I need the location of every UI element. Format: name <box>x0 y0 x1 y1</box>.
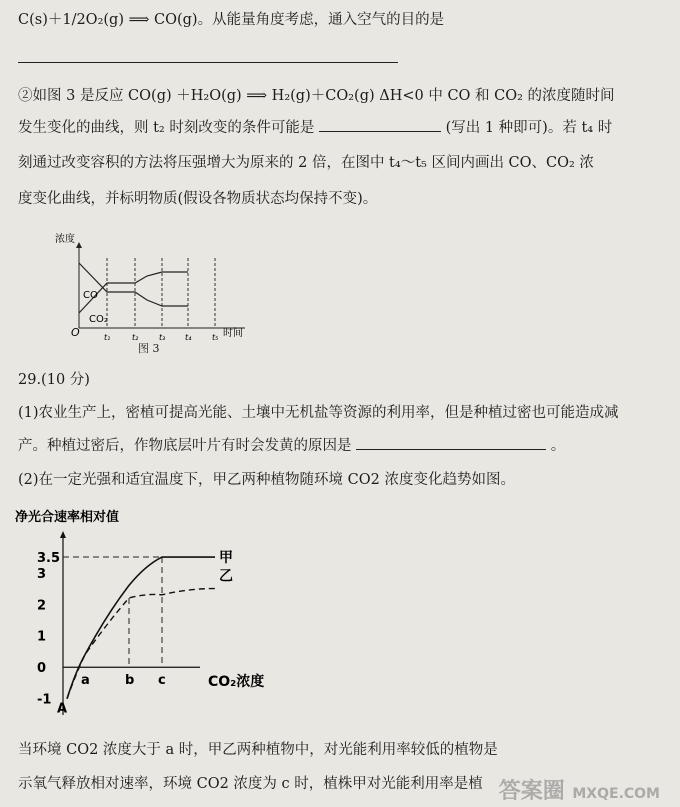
q28-line-6: 度变化曲线，并标明物质(假设各物质状态均保持不变)。 <box>18 191 378 207</box>
fig3-ylabel: 浓度 <box>55 234 75 245</box>
answer-blank-line <box>18 62 398 63</box>
q29-p2: (2)在一定光强和适宜温度下，甲乙两种植物随环境 CO2 浓度变化趋势如图。 <box>18 472 515 488</box>
y-tick-label: -1 <box>37 692 52 708</box>
fig3-caption: 图 3 <box>138 342 160 355</box>
y-tick-label: 1 <box>37 629 47 645</box>
q28-line-3: ②如图 3 是反应 CO(g) ＋H₂O(g) ⟹ H₂(g)＋CO₂(g) ΔH<0 中 CO 和 CO₂ 的浓度随时间 <box>18 88 615 104</box>
q28-line-1: C(s)＋1/2O₂(g) ⟹ CO(g)。从能量角度考虑，通入空气的目的是 <box>18 12 445 28</box>
fig3-origin: O <box>71 326 80 339</box>
fig3-tick-t4: t₄ <box>185 333 192 342</box>
y-tick-label: 3 <box>37 566 47 582</box>
q28-line-4 <box>18 116 612 137</box>
watermark-logo: 答案圈 MXQE.COM <box>498 779 660 804</box>
fig3-tick-t1: t₁ <box>104 333 111 342</box>
q28-line-4-tail: (写出 1 种即可)。若 t₄ 时 <box>445 120 613 136</box>
y-tick-label: 3.5 <box>37 551 61 567</box>
series-label: 甲 <box>219 550 233 567</box>
x-axis-label: CO₂浓度 <box>208 674 265 691</box>
x-tick-label: a <box>81 673 90 689</box>
q29-p1-line2-text: 产。种植过密后，作物底层叶片有时会发黄的原因是 <box>18 438 352 454</box>
figure-3 <box>55 228 255 353</box>
q29-bottom-line1: 当环境 CO2 浓度大于 a 时，甲乙两种植物中，对光能利用率较低的植物是 <box>18 742 498 758</box>
fig3-tick-t5: t₅ <box>212 333 219 342</box>
q29-p1-line2-end: 。 <box>550 438 566 454</box>
x-tick-label: c <box>158 673 166 689</box>
fig3-label-co: CO <box>83 290 98 301</box>
q29-bottom-line2: 示氧气释放相对速率，环境 CO2 浓度为 c 时，植株甲对光能利用率是植 <box>18 776 483 792</box>
fig3-xlabel: 时间 <box>223 328 243 339</box>
answer-blank[interactable] <box>319 131 441 132</box>
q28-line-4-text: 发生变化的曲线，则 t₂ 时刻改变的条件可能是 <box>18 120 315 136</box>
q29-p1-line1: (1)农业生产上，密植可提高光能、土壤中无机盐等资源的利用率，但是种植过密也可能造成减 <box>18 405 619 421</box>
fig3-label-co2: CO₂ <box>89 314 108 325</box>
y-axis-arrow <box>60 531 66 538</box>
y-tick-label: 2 <box>37 598 47 614</box>
photosynthesis-chart <box>15 505 285 720</box>
y-tick-label: 0 <box>37 661 47 677</box>
series-label: 乙 <box>219 568 233 585</box>
answer-blank[interactable] <box>356 449 546 450</box>
q28-line-5: 刻通过改变容积的方法将压强增大为原来的 2 倍，在图中 t₄～t₅ 区间内画出 CO、CO₂ 浓 <box>18 155 594 171</box>
fig3-tick-t3: t₃ <box>159 333 166 342</box>
origin-label: A <box>57 701 68 717</box>
chart-title: 净光合速率相对值 <box>15 510 120 525</box>
q29-header: 29.(10 分) <box>18 372 90 388</box>
fig3-tick-t2: t₂ <box>132 333 139 342</box>
fig3-y-arrow <box>76 242 82 248</box>
x-tick-label: b <box>125 673 135 689</box>
q29-p1-line2 <box>18 434 565 455</box>
